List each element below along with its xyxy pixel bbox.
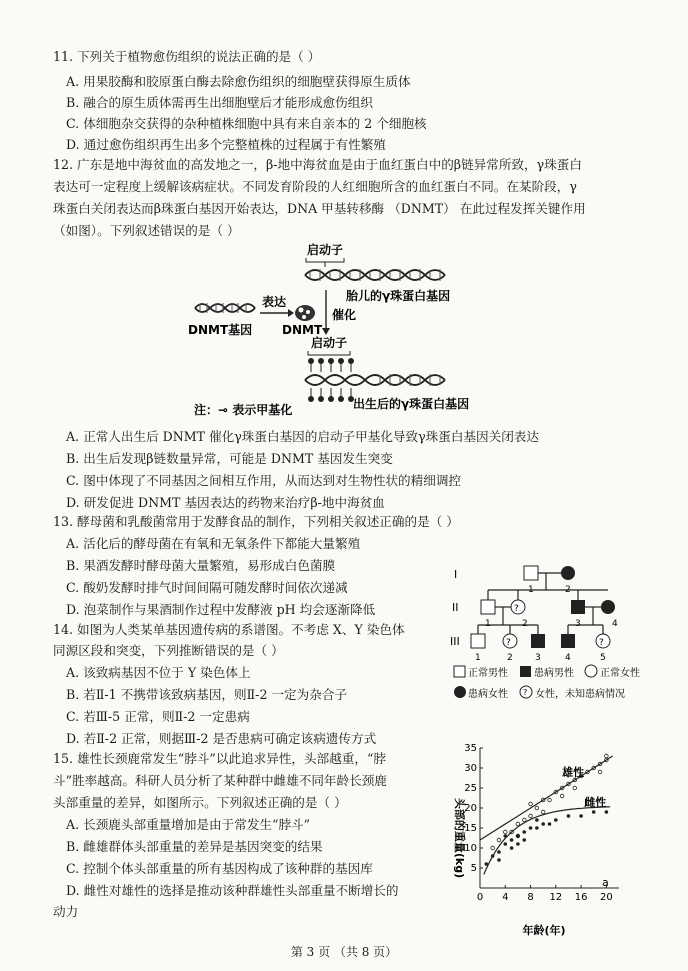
chart-y-tick-label: 20 [464,803,477,814]
head-weight-chart [444,738,634,938]
chart-x-tick-label: 4 [502,892,509,903]
q13-option-d: D. 泡菜制作与果酒制作过程中发酵液 pH 均会逐渐降低 [66,602,376,617]
i1-normal-male [524,566,538,580]
q11-option-d: D. 通过愈伤组织再生出多个完整植株的过程属于有性繁殖 [66,137,386,152]
chart-point-male [541,810,545,814]
gen-iii-label: III [450,635,460,648]
q15-option-b: B. 雌雄群体头部重量的差异是基因突变的结果 [66,839,323,854]
chart-panel-label: a [602,876,609,889]
q12-stem-3: 珠蛋白关闭表达而β珠蛋白基因开始表达，DNA 甲基转移酶 （DNMT） 在此过程发挥关键作用 [53,201,586,216]
i2-num: 2 [565,585,571,595]
chart-point-female [529,826,533,830]
chart-xlabel: 年龄(年) [522,924,566,937]
chart-y-tick-label: 35 [464,743,477,754]
chart-point-female [592,810,596,814]
gen-ii-label: II [452,601,459,614]
chart-point-female [541,822,545,826]
methylated-dna-helix [305,374,445,386]
chart-series-label-male: 雄性 [562,766,585,779]
dnmt-gene-label: DNMT基因 [188,323,253,337]
iii4-affected-male [561,634,575,648]
ii1-normal-male [481,600,495,614]
q12-stem-4: （如图）。下列叙述错误的是（ ） [53,223,240,238]
chart-point-male [497,838,501,842]
q11-option-b: B. 融合的原生质体需再生出细胞壁后才能形成愈伤组织 [66,95,373,110]
chart-y-tick-label: 5 [470,863,477,874]
legend-affected-female-icon [454,686,466,698]
dnmt-label: DNMT [282,323,323,337]
q11-option-c: C. 体细胞杂交获得的杂种植株细胞中具有来自亲本的 2 个细胞核 [66,116,427,131]
chart-point-female [497,858,501,862]
fetal-gene-label: 胎儿的γ珠蛋白基因 [346,289,451,303]
chart-point-female [522,838,526,842]
q11-stem: 11. 下列关于植物愈伤组织的说法正确的是（ ） [53,49,321,64]
q15-stem-3: 头部重量的差异，如图所示。下列叙述正确的是（ ） [53,795,347,810]
catalyze-label: 催化 [332,308,357,322]
chart-ylabel: 头部的重量(kg) [453,797,466,879]
legend-unknown: 女性，未知患病情况 [535,689,625,700]
postnatal-gene-label: 出生后的γ珠蛋白基因 [353,397,470,411]
chart-point-female [510,846,514,850]
chart-point-female [535,818,539,822]
ii1-num: 1 [485,619,491,629]
chart-point-female [510,838,514,842]
iii1-normal-male [471,634,485,648]
methylation-marks [309,359,354,402]
chart-trend-female [484,807,610,875]
ii3-affected-male [571,600,585,614]
chart-x-tick-label: 0 [476,892,484,903]
chart-point-male [598,770,602,774]
chart-point-female [605,810,609,814]
ii4-num: 4 [612,619,618,629]
q15-option-d: D. 雌性对雄性的选择是推动该种群雄性头部重量不断增长的 [66,883,399,898]
q15-option-a: A. 长颈鹿头部重量增加是由于常发生“脖斗” [66,817,311,832]
chart-point-female [503,842,507,846]
chart-point-female [535,826,539,830]
chart-x-tick-label: 20 [599,892,613,903]
legend-normal-female-icon [585,665,597,677]
chart-point-male [522,818,526,822]
chart-point-male [503,830,507,834]
q14-option-a: A. 该致病基因不位于 Y 染色体上 [66,665,251,680]
q15-option-c: C. 控制个体头部重量的所有基因构成了该种群的基因库 [66,861,373,876]
legend-affected-male-icon [520,666,531,677]
q14-option-d: D. 若Ⅱ-2 正常，则据Ⅲ-2 是否患病可确定该病遗传方式 [66,731,377,746]
chart-point-female [497,850,501,854]
q15-stem-2: 斗”胜率越高。科研人员分析了某种群中雌雄不同年龄长颈鹿 [53,773,387,788]
chart-point-male [548,798,552,802]
i1-num: 1 [528,585,534,595]
q12-option-d: D. 研发促进 DNMT 基因表达的药物来治疗β-地中海贫血 [66,495,385,510]
promoter-top-label: 启动子 [307,243,344,257]
chart-y-tick-label: 10 [464,843,477,854]
chart-point-female [554,818,558,822]
chart-x-tick-label: 12 [549,892,563,903]
q15-stem-1: 15. 雄性长颈鹿常发生“脖斗”以此追求异性，头部越重，“脖 [53,751,387,766]
chart-point-female [567,814,571,818]
express-label: 表达 [262,295,287,309]
legend-normal-male-icon [454,666,465,677]
q15-option-d-cont: 动力 [53,904,79,919]
promoter-bottom-label: 启动子 [311,336,348,350]
ii3-num: 3 [575,619,581,629]
q13-option-c: C. 酸奶发酵时排气时间间隔可随发酵时间依次递减 [66,580,348,595]
chart-point-female [516,834,520,838]
chart-point-male [529,814,533,818]
chart-point-female [516,842,520,846]
fetal-dna-helix [305,269,445,281]
chart-y-tick-label: 30 [464,763,477,774]
ii2-num: 2 [522,619,528,629]
q12-stem-1: 12. 广东是地中海贫血的高发地之一，β-地中海贫血是由于血红蛋白中的β链异常所致，γ珠蛋白 [53,157,582,172]
chart-point-male [529,802,533,806]
iii2-unknown-mark: ? [506,638,511,648]
q13-option-a: A. 活化后的酵母菌在有氧和无氧条件下都能大量繁殖 [66,536,361,551]
q14-stem-2: 同源区段和突变，下列推断错误的是（ ） [53,643,284,658]
legend-affected-male: 患病男性 [534,668,574,679]
chart-series-label-female: 雌性 [584,796,607,809]
iii2-num: 2 [507,653,513,663]
chart-point-female [579,814,583,818]
iii1-num: 1 [475,653,481,663]
q12-option-c: C. 图中体现了不同基因之间相互作用，从而达到对生物性状的精细调控 [66,473,462,488]
q13-option-b: B. 果酒发酵时酵母菌大量繁殖，易形成白色菌膜 [66,558,336,573]
q14-stem-1: 14. 如图为人类某单基因遗传病的系谱图。不考虑 X、Y 染色体 [53,622,405,637]
chart-point-male [491,846,495,850]
chart-point-female [522,830,526,834]
iii4-num: 4 [565,653,571,663]
legend-normal-female: 正常女性 [600,668,640,679]
i2-affected-female [561,566,575,580]
methylation-note: 注：⊸ 表示甲基化 [194,403,293,417]
iii3-affected-male [531,634,545,648]
ii4-affected-female [601,600,615,614]
iii3-num: 3 [535,653,541,663]
iii5-unknown-mark: ? [599,638,604,648]
pedigree-chart [448,560,678,705]
dnmt-enzyme-icon [295,305,315,321]
chart-point-male [535,806,539,810]
q14-option-b: B. 若Ⅱ-1 不携带该致病基因，则Ⅱ-2 一定为杂合子 [66,687,348,702]
dnmt-gene-helix [195,303,255,313]
legend-affected-female: 患病女性 [468,689,508,700]
chart-x-tick-label: 8 [527,892,534,903]
q12-stem-2: 表达可一定程度上缓解该病症状。不同发育阶段的人红细胞所含的血红蛋白不同。在某阶段，γ [53,179,577,194]
dnmt-figure [180,240,510,420]
chart-point-male [560,794,564,798]
chart-point-male [573,786,577,790]
chart-x-tick-label: 16 [574,892,588,903]
q12-option-b: B. 出生后发现β链数量异常，可能是 DNMT 基因发生突变 [66,451,393,466]
chart-y-tick-label: 15 [464,823,477,834]
q13-stem: 13. 酵母菌和乳酸菌常用于发酵食品的制作，下列相关叙述正确的是（ ） [53,514,459,529]
legend-unknown-mark: ? [523,688,528,697]
q11-option-a: A. 用果胶酶和胶原蛋白酶去除愈伤组织的细胞壁获得原生质体 [66,74,411,89]
chart-y-tick-label: 25 [464,783,477,794]
q14-option-c: C. 若Ⅲ-5 正常，则Ⅱ-2 一定患病 [66,709,250,724]
q12-option-a: A. 正常人出生后 DNMT 催化γ珠蛋白基因的启动子甲基化导致γ珠蛋白基因关闭表达 [66,429,539,444]
iii5-num: 5 [600,653,606,663]
gen-i-label: I [454,568,458,581]
page-footer: 第 3 页 （共 8 页） [290,945,398,959]
ii2-unknown-mark: ? [514,604,519,614]
legend-normal-male: 正常男性 [468,668,508,679]
chart-point-male [605,754,609,758]
chart-point-female [548,822,552,826]
